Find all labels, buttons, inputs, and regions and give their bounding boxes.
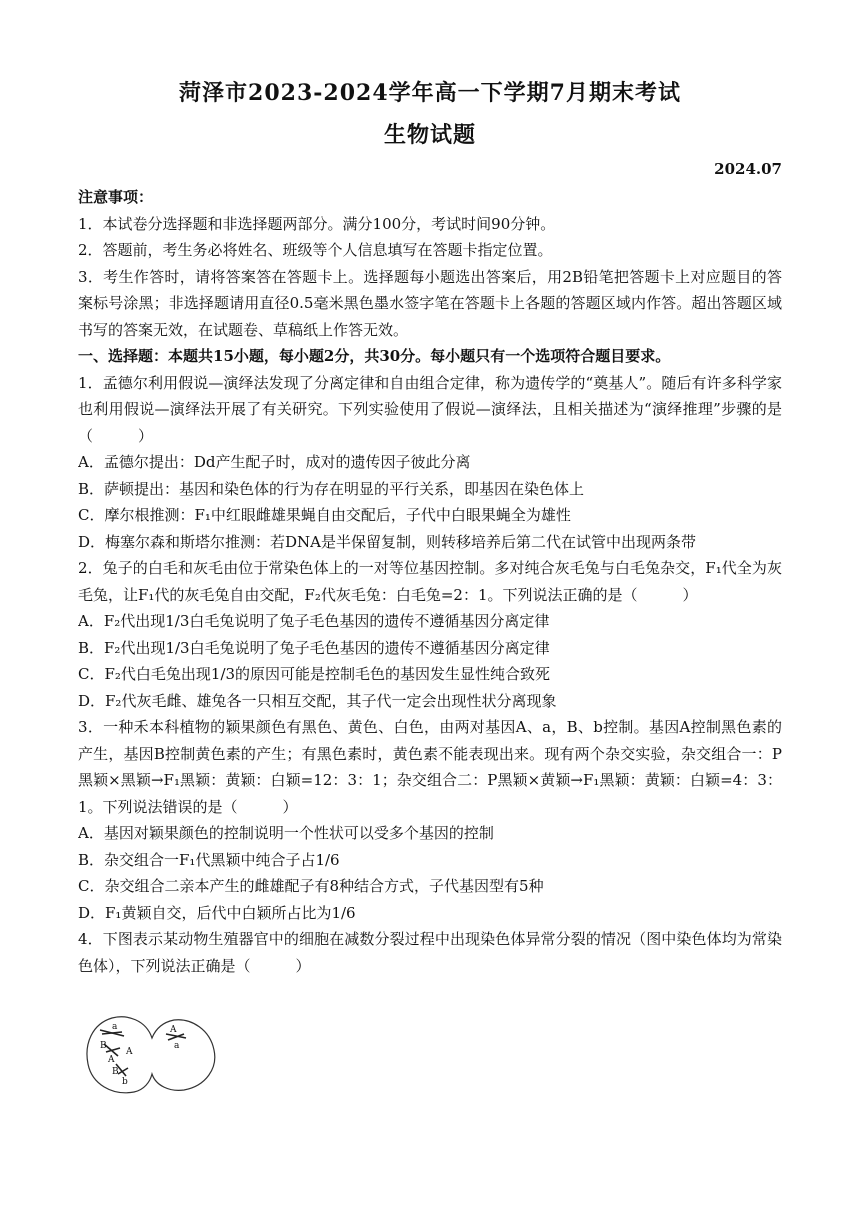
exam-content [78, 184, 782, 979]
question-option: A．基因对颖果颜色的控制说明一个性状可以受多个基因的控制 [78, 824, 494, 842]
gene-label: B [112, 1067, 119, 1077]
question-stem: 4．下图表示某动物生殖器官中的细胞在减数分裂过程中出现染色体异常分裂的情况（图中染色体均为常染色体），下列说法正确是（ ） [78, 930, 782, 975]
question-option: A．孟德尔提出：Dd产生配子时，成对的遗传因子彼此分离 [78, 453, 471, 471]
notice-heading: 注意事项： [78, 188, 154, 206]
question-option: B．杂交组合一F₁代黑颖中纯合子占1/6 [78, 850, 340, 869]
exam-subtitle: 生物试题 [383, 122, 476, 148]
question-stem: 1．孟德尔利用假说—演绎法发现了分离定律和自由组合定律，称为遗传学的“奠基人”。随后有许多科学家也利用假说—演绎法开展了有关研究。下列实验使用了假说—演绎法，且相关描述为“演绎推理”步骤的是（ ） [78, 373, 782, 445]
exam-title: 菏泽市2023-2024学年高一下学期7月期末考试 [179, 80, 681, 106]
question-stem: 3．一种禾本科植物的颖果颜色有黑色、黄色、白色，由两对基因A、a，B、b控制。基因A控制黑色素的产生，基因B控制黄色素的产生；有黑色素时，黄色素不能表现出来。现有两个杂交实验，杂交组合一：P黑颖×黑颖→F₁黑颖：黄颖：白颖=12：3：1；杂交组合二：P黑颖×黄颖→F₁黑颖：黄颖：白颖=4：3：1。下列说法错误的是（ ） [78, 718, 782, 816]
question-option: C．摩尔根推测：F₁中红眼雌雄果蝇自由交配后，子代中白眼果蝇全为雄性 [78, 506, 571, 524]
question-option: D．F₁黄颖自交，后代中白颖所占比为1/6 [78, 903, 356, 922]
gene-label: A [126, 1047, 133, 1057]
gene-label: a [112, 1022, 118, 1032]
exam-date: 2024.07 [714, 160, 782, 178]
gene-label: B [100, 1041, 107, 1051]
gene-label: A [108, 1055, 115, 1065]
question-option: C．杂交组合二亲本产生的雌雄配子有8种结合方式，子代基因型有5种 [78, 877, 544, 895]
gene-label: b [122, 1077, 128, 1087]
notice-item: 1．本试卷分选择题和非选择题两部分。满分100分，考试时间90分钟。 [78, 214, 556, 233]
gene-label: a [174, 1041, 180, 1051]
cell-division-figure [82, 1012, 222, 1096]
chromosome [102, 1032, 122, 1034]
question-option: A．F₂代出现1/3白毛兔说明了兔子毛色基因的遗传不遵循基因分离定律 [78, 612, 550, 630]
cell-outline [87, 1017, 215, 1093]
question-stem: 2．兔子的白毛和灰毛由位于常染色体上的一对等位基因控制。多对纯合灰毛兔与白毛兔杂交，F₁代全为灰毛兔，让F₁代的灰毛兔自由交配，F₂代灰毛兔：白毛兔=2：1。下列说法正确的是（ ） [78, 559, 782, 604]
question-option: B．F₂代出现1/3白毛兔说明了兔子毛色基因的遗传不遵循基因分离定律 [78, 638, 550, 657]
notice-item: 3．考生作答时，请将答案答在答题卡上。选择题每小题选出答案后，用2B铅笔把答题卡上对应题目的答案标号涂黑；非选择题请用直径0.5毫米黑色墨水签字笔在答题卡上各题的答题区域内作答。超出答题区域书写的答案无效，在试题卷、草稿纸上作答无效。 [78, 267, 782, 339]
question-option: B．萨顿提出：基因和染色体的行为存在明显的平行关系，即基因在染色体上 [78, 479, 585, 498]
question-option: D．F₂代灰毛雌、雄兔各一只相互交配，其子代一定会出现性状分离现象 [78, 691, 557, 710]
notice-item: 2．答题前，考生务必将姓名、班级等个人信息填写在答题卡指定位置。 [78, 241, 553, 259]
question-option: C．F₂代白毛兔出现1/3的原因可能是控制毛色的基因发生显性纯合致死 [78, 665, 551, 683]
section-heading: 一、选择题：本题共15小题，每小题2分，共30分。每小题只有一个选项符合题目要求。 [78, 347, 671, 365]
question-option: D．梅塞尔森和斯塔尔推测：若DNA是半保留复制，则转移培养后第二代在试管中出现两条带 [78, 532, 697, 551]
gene-label: A [170, 1025, 177, 1035]
